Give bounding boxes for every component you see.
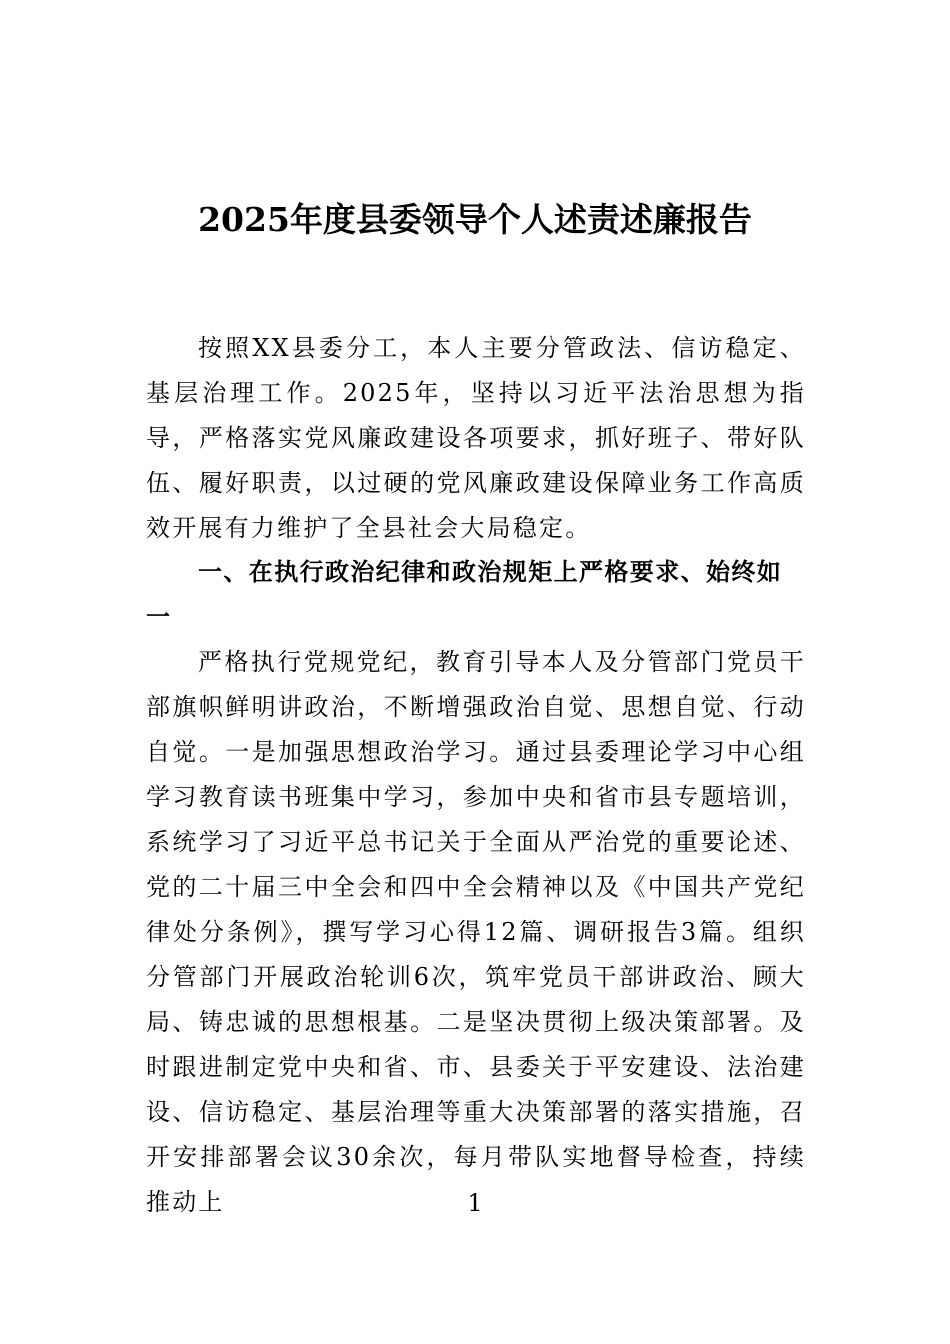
- document-title: 2025年度县委领导个人述责述廉报告: [198, 200, 752, 239]
- intro-paragraph: 按照XX县委分工，本人主要分管政法、信访稳定、基层治理工作。2025年，坚持以习近平法治思想为指导，严格落实党风廉政建设各项要求，抓好班子、带好队伍、履好职责，以过硬的党风廉政建设保障业务工作高质效开展有力维护了全县社会大局稳定。: [146, 334, 806, 542]
- section-1-paragraph: 严格执行党规党纪，教育引导本人及分管部门党员干部旗帜鲜明讲政治，不断增强政治自觉、思想自觉、行动自觉。一是加强思想政治学习。通过县委理论学习中心组学习教育读书班集中学习，参加中央和省市县专题培训，系统学习了习近平总书记关于全面从严治党的重要论述、党的二十届三中全会和四中全会精神以及《中国共产党纪律处分条例》，撰写学习心得12篇、调研报告3篇。组织分管部门开展政治轮训6次，筑牢党员干部讲政治、顾大局、铸忠诚的思想根基。二是坚决贯彻上级决策部署。及时跟进制定党中央和省、市、县委关于平安建设、法治建设、信访稳定、基层治理等重大决策部署的落实措施，召开安排部署会议30余次，每月带队实地督导检查，持续推动上: [146, 648, 806, 1216]
- section-heading-1: 一、在执行政治纪律和政治规矩上严格要求、始终如一: [146, 558, 783, 631]
- page-number: 1: [467, 1189, 483, 1217]
